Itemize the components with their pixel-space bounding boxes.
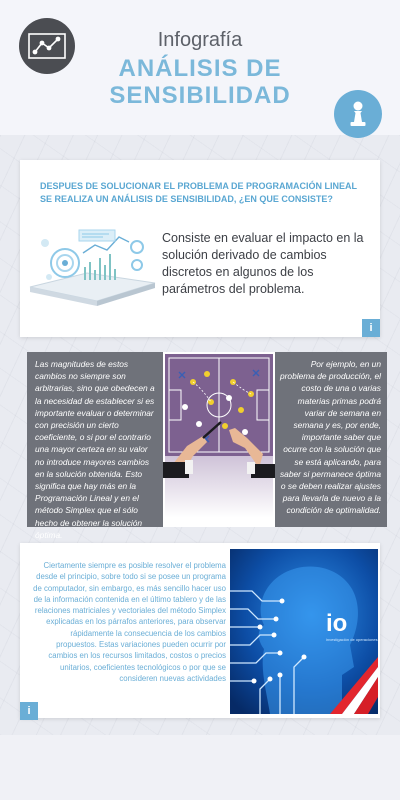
info-button-2[interactable]: i	[20, 702, 38, 720]
footer-background	[0, 735, 400, 800]
example-panel: Por ejemplo, en un problema de producción, el costo de una o varias materias primas podrá variar de semana en semana y es, por ende, importante saber que ocurre con la solución que se está aplicando, para saber si permanece óptima o se deben realizar ajustes para llevarla de nuevo a la condición de optimalidad.	[275, 352, 387, 527]
section1-question: DESPUES DE SOLUCIONAR EL PROBLEMA DE PROGRAMACIÓN LINEAL SE REALIZA UN ANÁLISIS DE SENSIBILIDAD, ¿EN QUE CONSISTE?	[40, 181, 357, 204]
io-logo-text: io	[326, 610, 348, 637]
section1-answer: Consiste en evaluar el impacto en la solución derivado de cambios discretos en algunos de los parámetros del problema.	[162, 231, 364, 296]
chess-pawn-icon	[334, 90, 382, 138]
info-button-1[interactable]: i	[362, 319, 380, 337]
title-line-2: SENSIBILIDAD	[109, 82, 291, 109]
section3-text: Ciertamente siempre es posible resolver el problema desde el principio, sobre todo si se posee un programa de computador, sin embargo, es más sencillo hacer uso de la información contenida en el último tablero y de las relaciones matriciales y vectoriales del método Simplex explicadas en los párrafos anteriores, para observar rápidamente la consecuencia de los cambios propuestos. Estas variaciones pueden ocurrir por cambios en los recursos limitados, costos o precios unitarios, coeficientes tecnológicos o por que se consideren nuevas actividades	[33, 561, 226, 683]
tactics-board-image	[163, 352, 275, 527]
io-logo-subtext: investigación de operaciones	[326, 637, 378, 642]
page-label: Infografía	[157, 29, 243, 51]
analytics-illustration	[25, 225, 160, 310]
title-line-1: ANÁLISIS DE	[118, 55, 282, 82]
circuit-head-image	[230, 549, 378, 714]
magnitudes-panel: Las magnitudes de estos cambios no siempre son arbitrarias, sino que obedecen a la necesidad de establecer si es importante evaluar o determinar con precisión un cierto coeficiente, o si por el contrario una mayor certeza en su valor no introduce mayores cambios en la solución obtenida. Esto significa que hay más en la Programación Lineal y en el método Simplex que el sólo hecho de obtener la solución óptima.	[27, 352, 163, 527]
